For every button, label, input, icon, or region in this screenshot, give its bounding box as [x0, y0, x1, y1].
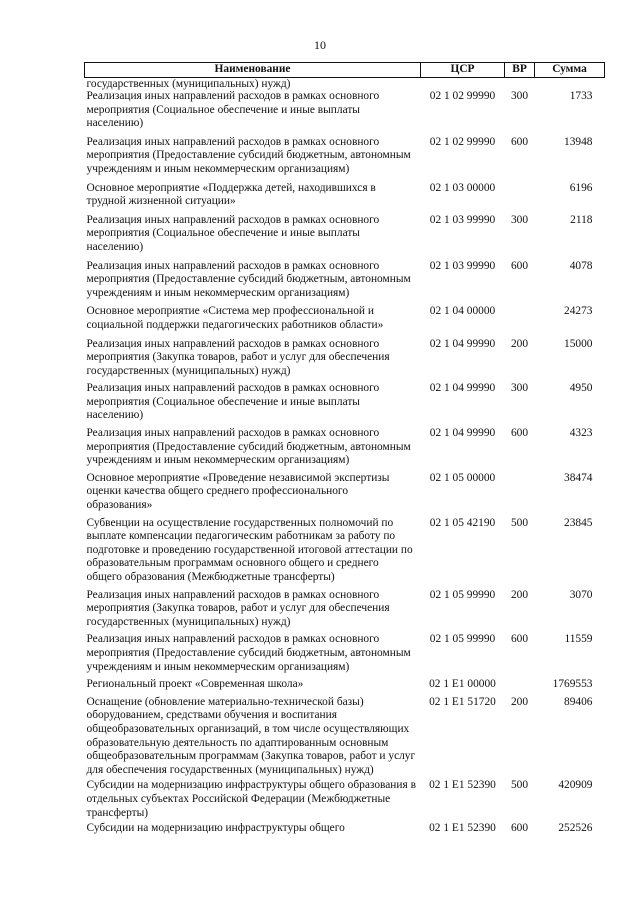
row-csr: 02 1 E1 00000 — [429, 678, 496, 691]
table-row — [85, 214, 605, 260]
row-vr — [505, 472, 535, 517]
row-sum: 1733 — [569, 90, 593, 102]
row-sum: 1769553 — [552, 678, 593, 691]
row-csr: 02 1 03 99990 — [429, 259, 496, 272]
header-csr: ЦСР — [421, 63, 505, 78]
row-name: Реализация иных направлений расходов в рамках основного мероприятия (Предоставление субсидий бюджетным, автономным учреждениям и иным некоммерческим организациям) — [86, 259, 411, 299]
row-vr: 600 — [510, 427, 529, 440]
row-name: государственных (муниципальных) нужд) — [86, 78, 291, 90]
row-sum: 420909 — [558, 779, 593, 792]
table-row — [85, 472, 605, 517]
table-row — [85, 260, 605, 306]
row-csr — [421, 78, 505, 91]
row-sum: 11559 — [564, 633, 593, 646]
row-name: Региональный проект «Современная школа» — [86, 678, 304, 691]
table-row — [85, 78, 605, 91]
row-csr: 02 1 02 99990 — [429, 135, 496, 148]
row-csr: 02 1 E1 52390 — [429, 822, 496, 835]
row-vr: 600 — [510, 135, 529, 148]
row-vr: 200 — [510, 695, 529, 708]
table-row — [85, 517, 605, 589]
row-sum: 24273 — [564, 305, 593, 318]
row-csr: 02 1 03 99990 — [429, 213, 496, 226]
row-csr: 02 1 E1 51720 — [429, 695, 496, 708]
row-vr: 500 — [510, 516, 529, 529]
table-row — [85, 696, 605, 780]
row-name: Реализация иных направлений расходов в рамках основного мероприятия (Социальное обеспечение и иные выплаты населению) — [86, 213, 380, 253]
row-csr: 02 1 05 99990 — [429, 633, 496, 646]
row-name: Реализация иных направлений расходов в рамках основного мероприятия (Предоставление субсидий бюджетным, автономным учреждениям и иным некоммерческим организациям) — [86, 633, 411, 673]
table-row — [85, 90, 605, 136]
row-csr: 02 1 04 99990 — [429, 337, 496, 350]
row-vr — [505, 305, 535, 337]
row-sum: 252526 — [558, 822, 593, 835]
row-name: Реализация иных направлений расходов в рамках основного мероприятия (Социальное обеспечение и иные выплаты населению) — [86, 90, 380, 130]
row-sum: 4950 — [569, 382, 593, 395]
table-body — [85, 78, 605, 838]
table-row — [85, 427, 605, 472]
header-name: Наименование — [85, 63, 421, 78]
table-row — [85, 338, 605, 383]
row-vr: 300 — [510, 213, 529, 226]
row-vr — [505, 182, 535, 214]
header-vr: ВР — [505, 63, 535, 78]
table-row — [85, 779, 605, 822]
table-row — [85, 305, 605, 337]
row-csr: 02 1 02 99990 — [429, 90, 496, 102]
row-vr — [505, 78, 535, 91]
row-csr: 02 1 03 00000 — [429, 181, 496, 194]
row-sum: 3070 — [569, 588, 593, 601]
row-sum: 23845 — [564, 516, 593, 529]
page-number: 10 — [314, 38, 326, 52]
row-name: Субвенции на осуществление государственных полномочий по выплате компенсации педагогическим работникам за работу по подготовке и проведению государственной итоговой аттестации по образовательным программам основного общего и среднего общего образования (Межбюджетные трансферты) — [86, 516, 413, 583]
row-name: Реализация иных направлений расходов в рамках основного мероприятия (Социальное обеспечение и иные выплаты населению) — [86, 382, 380, 422]
row-name: Реализация иных направлений расходов в рамках основного мероприятия (Предоставление субсидий бюджетным, автономным учреждениям и иным некоммерческим организациям) — [86, 135, 411, 175]
row-vr: 300 — [510, 382, 529, 395]
row-csr: 02 1 05 00000 — [429, 471, 496, 484]
header-sum: Сумма — [535, 63, 605, 78]
row-name: Основное мероприятие «Поддержка детей, находившихся в трудной жизненной ситуации» — [86, 181, 376, 208]
table-row — [85, 136, 605, 182]
row-name: Реализация иных направлений расходов в рамках основного мероприятия (Закупка товаров, работ и услуг для обеспечения государственных (муниципальных) нужд) — [86, 588, 390, 628]
row-sum — [535, 78, 605, 91]
row-vr: 500 — [510, 779, 529, 792]
row-csr: 02 1 05 99990 — [429, 588, 496, 601]
row-name: Основное мероприятие «Система мер профессиональной и социальной поддержки педагогических работников области» — [86, 305, 384, 331]
table-row — [85, 382, 605, 427]
row-name: Реализация иных направлений расходов в рамках основного мероприятия (Предоставление субсидий бюджетным, автономным учреждениям и иным некоммерческим организациям) — [86, 427, 411, 467]
row-sum: 89406 — [564, 695, 593, 708]
row-csr: 02 1 E1 52390 — [429, 779, 496, 792]
row-vr: 200 — [510, 337, 529, 350]
row-name: Реализация иных направлений расходов в рамках основного мероприятия (Закупка товаров, работ и услуг для обеспечения государственных (муниципальных) нужд) — [86, 337, 390, 377]
table-row — [85, 678, 605, 696]
row-name: Основное мероприятие «Проведение независимой экспертизы оценки качества общего среднего профессионального образования» — [86, 471, 390, 512]
table-row — [85, 633, 605, 678]
row-sum: 13948 — [564, 135, 593, 148]
row-csr: 02 1 04 00000 — [429, 305, 496, 318]
row-sum: 4323 — [569, 427, 593, 440]
row-vr: 600 — [510, 259, 529, 272]
row-sum: 15000 — [564, 337, 593, 350]
row-vr: 300 — [510, 90, 529, 102]
budget-table — [84, 62, 605, 838]
row-sum: 38474 — [564, 471, 593, 484]
row-name: Субсидии на модернизацию инфраструктуры общего образования в отдельных субъектах Российской Федерации (Межбюджетные трансферты) — [86, 779, 416, 819]
table-row — [85, 182, 605, 214]
row-sum: 4078 — [569, 259, 593, 272]
row-vr: 600 — [510, 633, 529, 646]
table-header — [85, 63, 605, 78]
table-row — [85, 589, 605, 634]
row-vr — [505, 678, 535, 696]
table-row — [85, 822, 605, 838]
row-vr: 600 — [510, 822, 529, 835]
row-name: Оснащение (обновление материально-технической базы) оборудованием, средствами обучения и воспитания общеобразовательных организаций, в том числе осуществляющих образовательную деятельность по адаптированным основным общеобразовательным программам (Закупка товаров, работ и услуг для обеспечения государственных (муниципальных) нужд) — [86, 695, 416, 776]
row-csr: 02 1 04 99990 — [429, 382, 496, 395]
row-csr: 02 1 04 99990 — [429, 427, 496, 440]
row-name: Субсидии на модернизацию инфраструктуры общего — [86, 822, 345, 835]
row-vr: 200 — [510, 588, 529, 601]
row-sum: 6196 — [569, 181, 593, 194]
row-sum: 2118 — [570, 213, 593, 226]
row-csr: 02 1 05 42190 — [429, 516, 496, 529]
